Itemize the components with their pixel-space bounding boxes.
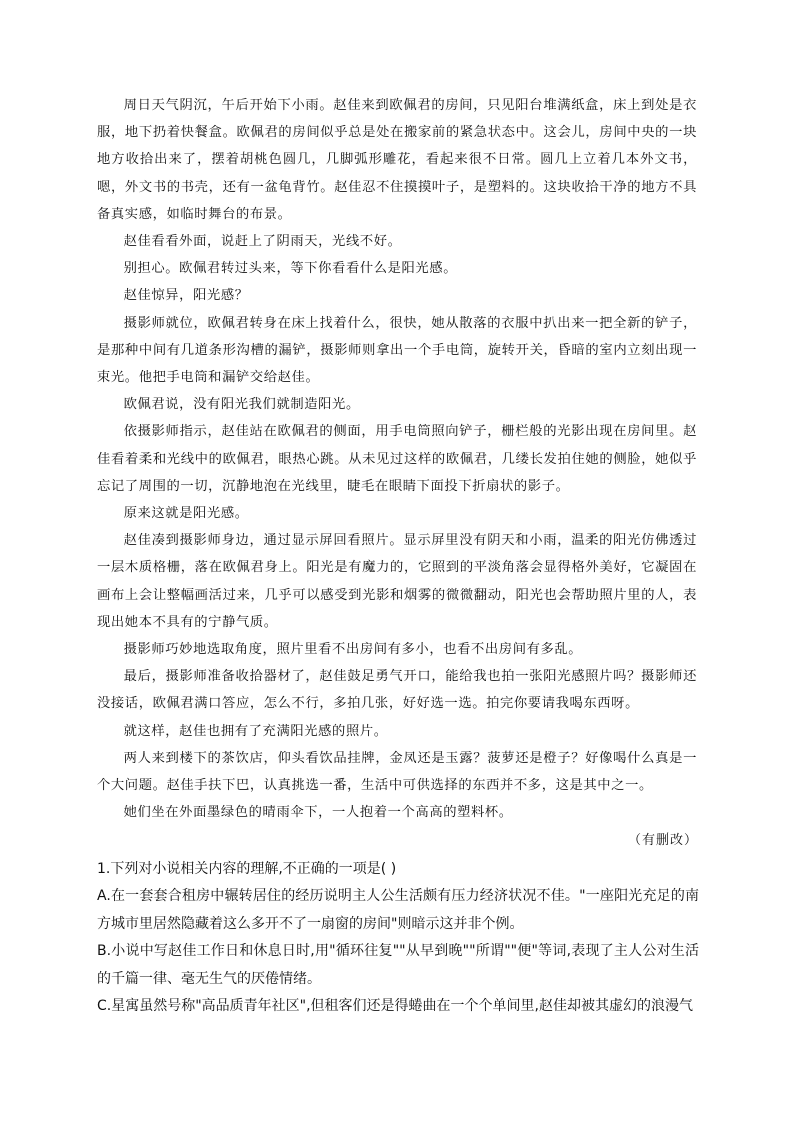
story-paragraph-1: 周日天气阴沉，午后开始下小雨。赵佳来到欧佩君的房间，只见阳台堆满纸盒，床上到处是衣服，地下扔着快餐盒。欧佩君的房间似乎总是处在搬家前的紧急状态中。这会儿，房间中央的一块地方收拾出来了，摆着胡桃色圆几，几脚弧形雕花，看起来很不日常。圆几上立着几本外文书，嗯，外文书的书壳，还有一盆龟背竹。赵佳忍不住摸摸叶子，是塑料的。这块收拾干净的地方不具备真实感，如临时舞台的布景。 (97, 98, 697, 222)
story-paragraph-7: 依摄影师指示，赵佳站在欧佩君的侧面，用手电筒照向铲子，栅栏般的光影出现在房间里。赵佳看着柔和光线中的欧佩君，眼热心跳。从未见过这样的欧佩君，几缕长发拍住她的侧脸，她似乎忘记了周围的一切，沉静地泡在光线里，睫毛在眼睛下面投下折扇状的影子。 (97, 424, 697, 494)
question-stem: 1.下列对小说相关内容的理解,不正确的一项是( ) (97, 861, 397, 877)
story-paragraph-2: 赵佳看看外面，说赶上了阴雨天，光线不好。 (123, 234, 402, 250)
option-a: A.在一套套合租房中辗转居住的经历说明主人公生活颇有压力经济状况不佳。"一座阳光充足的南方城市里居然隐藏着这么多开不了一扇窗的房间"则暗示这并非个例。 (97, 888, 699, 932)
story-paragraph-4: 赵佳惊异，阳光感？ (123, 288, 249, 304)
story-paragraph-3: 别担心。欧佩君转过头来，等下你看看什么是阳光感。 (123, 261, 458, 277)
option-c: C.星寓虽然号称"高品质青年社区",但租客们还是得蜷曲在一个个单间里,赵佳却被其虚幻的浪漫气 (97, 998, 694, 1015)
story-paragraph-6: 欧佩君说，没有阳光我们就制造阳光。 (123, 397, 360, 413)
story-paragraph-12: 就这样，赵佳也拥有了充满阳光感的照片。 (123, 723, 388, 739)
story-paragraph-13: 两人来到楼下的茶饮店，仰头看饮品挂牌，金凤还是玉露？菠萝还是橙子？好像喝什么真是一个大问题。赵佳手扶下巴，认真挑选一番，生活中可供选择的东西并不多，这是其中之一。 (97, 750, 697, 794)
option-b: B.小说中写赵佳工作日和休息日时,用"循环往复""从早到晚""所谓""便"等词,表现了主人公对生活的千篇一律、毫无生气的厌倦情绪。 (97, 943, 699, 987)
source-note: （有删改） (627, 833, 698, 848)
story-paragraph-14: 她们坐在外面墨绿色的晴雨伞下，一人抱着一个高高的塑料杯。 (123, 805, 513, 821)
story-paragraph-10: 摄影师巧妙地选取角度，照片里看不出房间有多小，也看不出房间有多乱。 (123, 642, 583, 658)
story-paragraph-8: 原来这就是阳光感。 (123, 506, 249, 522)
question-block (97, 856, 699, 1020)
story-text (97, 92, 697, 826)
story-paragraph-9: 赵佳凑到摄影师身边，通过显示屏回看照片。显示屏里没有阴天和小雨，温柔的阳光仿佛透过一层木质格栅，落在欧佩君身上。阳光是有魔力的，它照到的平淡角落会显得格外美好，它凝固在画布上会让整幅画活过来，几乎可以感受到光影和烟雾的微微翻动，阳光也会帮助照片里的人，表现出她本不具有的宁静气质。 (97, 533, 697, 630)
story-paragraph-5: 摄影师就位，欧佩君转身在床上找着什么，很快，她从散落的衣服中扒出来一把全新的铲子，是那种中间有几道条形沟槽的漏铲，摄影师则拿出一个手电筒，旋转开关，昏暗的室内立刻出现一束光。他把手电筒和漏铲交给赵佳。 (97, 315, 697, 386)
story-paragraph-11: 最后，摄影师准备收拾器材了，赵佳鼓足勇气开口，能给我也拍一张阳光感照片吗？摄影师还没接话，欧佩君满口答应，怎么不行，多拍几张，好好选一选。拍完你要请我喝东西呀。 (97, 669, 697, 712)
